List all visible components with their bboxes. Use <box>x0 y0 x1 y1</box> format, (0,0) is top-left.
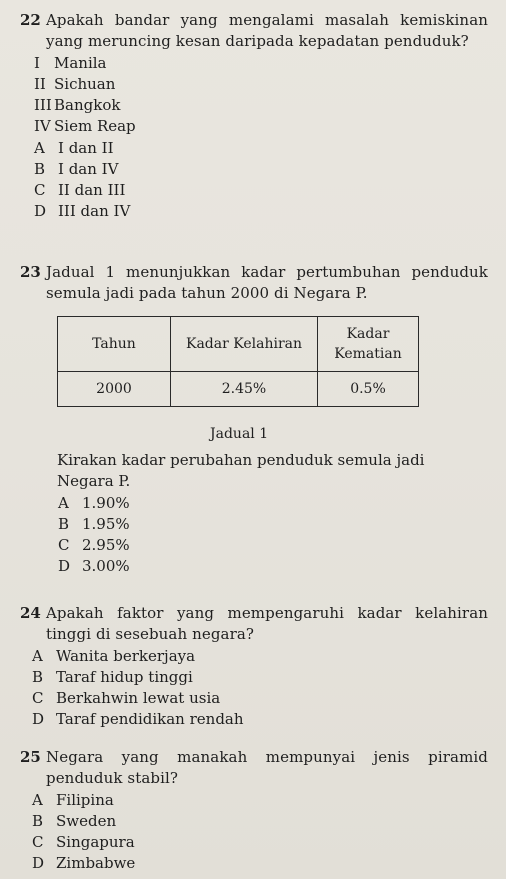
question-text: Negara yang manakah mempunyai jenis piramid penduduk stabil? <box>46 748 488 787</box>
answer-option-c[interactable] <box>32 688 488 709</box>
answer-option-a[interactable] <box>34 138 488 159</box>
option-letter: A <box>34 139 45 157</box>
question-25 <box>20 747 488 874</box>
answer-option-b[interactable] <box>34 159 488 180</box>
answer-option-d[interactable] <box>58 556 488 577</box>
answer-option-c[interactable] <box>34 180 488 201</box>
option-letter: C <box>34 181 46 199</box>
option-text: Sweden <box>56 812 117 830</box>
question-24 <box>20 603 488 730</box>
table-header-cell: Kadar Kelahiran <box>171 317 318 372</box>
question-number: 23 <box>20 263 41 281</box>
option-letter: D <box>58 557 71 575</box>
answer-option-d[interactable] <box>32 709 488 730</box>
option-text: II dan III <box>58 181 126 199</box>
answer-option-a[interactable] <box>58 493 488 514</box>
statement-roman: II <box>34 75 46 93</box>
table-header-row <box>58 317 419 372</box>
statement-text: Manila <box>54 54 107 72</box>
option-letter: A <box>32 647 43 665</box>
question-number: 24 <box>20 604 41 622</box>
statement-item <box>34 74 488 95</box>
option-text: I dan II <box>58 139 114 157</box>
answer-option-a[interactable] <box>32 790 488 811</box>
statement-text: Siem Reap <box>54 117 136 135</box>
option-text: III dan IV <box>58 202 131 220</box>
option-text: Singapura <box>56 833 135 851</box>
option-text: 1.90% <box>82 494 130 512</box>
option-text: Berkahwin lewat usia <box>56 689 221 707</box>
question-number: 25 <box>20 748 41 766</box>
statement-roman: I <box>34 54 40 72</box>
option-text: Filipina <box>56 791 114 809</box>
option-text: I dan IV <box>58 160 119 178</box>
option-text: 1.95% <box>82 515 130 533</box>
answer-option-b[interactable] <box>32 667 488 688</box>
question-number: 22 <box>20 11 41 29</box>
answer-option-d[interactable] <box>34 201 488 222</box>
option-letter: B <box>34 160 46 178</box>
option-list <box>32 790 488 874</box>
option-letter: B <box>32 668 44 686</box>
answer-option-b[interactable] <box>32 811 488 832</box>
option-text: Taraf hidup tinggi <box>56 668 193 686</box>
option-letter: C <box>58 536 70 554</box>
answer-option-b[interactable] <box>58 514 488 535</box>
statement-list <box>34 53 488 137</box>
option-letter: B <box>58 515 70 533</box>
statement-roman: III <box>34 96 52 114</box>
statement-text: Bangkok <box>54 96 121 114</box>
option-letter: C <box>32 833 44 851</box>
table-header-cell: Tahun <box>58 317 171 372</box>
table-cell: 0.5% <box>318 372 419 407</box>
statement-roman: IV <box>34 117 51 135</box>
statement-item <box>34 53 488 74</box>
table-row <box>58 372 419 407</box>
table-cell: 2000 <box>58 372 171 407</box>
table-header-cell: Kadar Kematian <box>318 317 419 372</box>
question-subtext: Kirakan kadar perubahan penduduk semula jadi Negara P. <box>57 451 425 490</box>
statement-item <box>34 95 488 116</box>
option-text: Wanita berkerjaya <box>56 647 196 665</box>
statement-text: Sichuan <box>54 75 116 93</box>
option-text: Taraf pendidikan rendah <box>56 710 244 728</box>
answer-option-c[interactable] <box>58 535 488 556</box>
option-letter: D <box>32 710 45 728</box>
question-text: Apakah faktor yang mempengaruhi kadar kelahiran tinggi di sesebuah negara? <box>46 604 488 643</box>
data-table <box>57 316 419 407</box>
statement-item <box>34 116 488 137</box>
option-text: Zimbabwe <box>56 854 136 872</box>
option-list <box>32 646 488 730</box>
option-text: 3.00% <box>82 557 130 575</box>
table-caption: Jadual 1 <box>210 426 269 442</box>
option-list <box>58 493 488 577</box>
option-letter: C <box>32 689 44 707</box>
option-text: 2.95% <box>82 536 130 554</box>
question-22 <box>20 10 488 222</box>
option-list <box>34 138 488 222</box>
table-cell: 2.45% <box>171 372 318 407</box>
option-letter: D <box>32 854 45 872</box>
answer-option-c[interactable] <box>32 832 488 853</box>
option-letter: D <box>34 202 47 220</box>
question-23 <box>20 262 488 304</box>
option-letter: A <box>32 791 43 809</box>
option-letter: A <box>58 494 69 512</box>
answer-option-a[interactable] <box>32 646 488 667</box>
question-23-options <box>20 492 488 577</box>
option-letter: B <box>32 812 44 830</box>
question-text: Apakah bandar yang mengalami masalah kemiskinan yang meruncing kesan daripada kepadatan penduduk? <box>46 11 488 50</box>
answer-option-d[interactable] <box>32 853 488 874</box>
question-text: Jadual 1 menunjukkan kadar pertumbuhan penduduk semula jadi pada tahun 2000 di Negara P. <box>46 263 488 302</box>
